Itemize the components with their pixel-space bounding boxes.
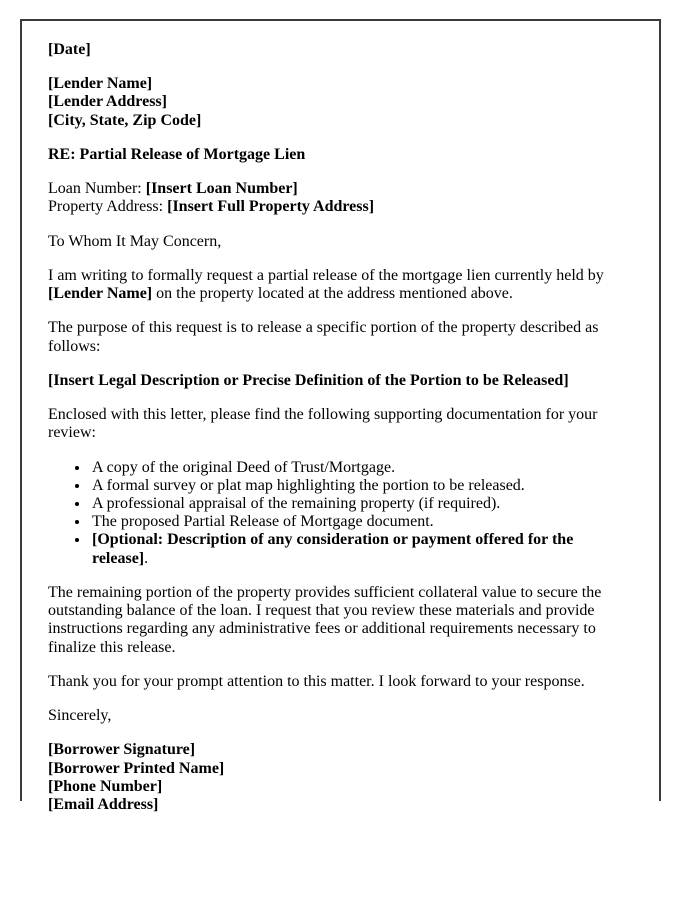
date-placeholder: [Date] — [48, 41, 91, 58]
enclosure-item-appraisal: • A professional appraisal of the remaining property (if required). — [90, 495, 633, 513]
email-address-placeholder: [Email Address] — [48, 796, 159, 814]
loan-number-placeholder: [Insert Loan Number] — [145, 180, 298, 198]
signature-block — [48, 741, 633, 814]
enclosure-item-deed: • A copy of the original Deed of Trust/Mortgage. — [90, 459, 633, 477]
paragraph-request-pre: I am writing to formally request a partial release of the mortgage lien currently held by — [48, 266, 604, 284]
enclosure-item-survey: • A formal survey or plat map highlighting the portion to be released. — [90, 477, 633, 495]
lender-name-line: [Lender Name] — [48, 75, 153, 93]
paragraph-enclosed: Enclosed with this letter, please find the following supporting documentation for your review: — [48, 406, 598, 442]
subject-line: RE: Partial Release of Mortgage Lien — [48, 145, 306, 163]
lender-address-line: [Lender Address] — [48, 93, 167, 111]
enclosure-item-release-doc: • The proposed Partial Release of Mortgage document. — [90, 513, 633, 531]
property-address-placeholder: [Insert Full Property Address] — [167, 198, 375, 216]
legal-description-placeholder: [Insert Legal Description or Precise Definition of the Portion to be Released] — [48, 371, 569, 389]
paragraph-collateral: The remaining portion of the property provides sufficient collateral value to secure the outstanding balance of the loan. I request that you review these materials and provide instructions regarding any administrative fees or additional requirements necessary to finalize this release. — [48, 583, 602, 656]
borrower-printed-name-placeholder: [Borrower Printed Name] — [48, 759, 225, 777]
enclosure-list — [48, 459, 633, 568]
salutation: To Whom It May Concern, — [48, 232, 222, 250]
lender-address-block — [48, 75, 633, 130]
closing: Sincerely, — [48, 707, 112, 725]
paragraph-thanks: Thank you for your prompt attention to this matter. I look forward to your response. — [48, 672, 585, 690]
enclosure-item-optional-consideration: • [Optional: Description of any consideration or payment offered for the release]. — [90, 531, 633, 567]
loan-property-block — [48, 180, 633, 216]
lender-city-state-zip-line: [City, State, Zip Code] — [48, 111, 202, 129]
letter-document — [20, 19, 661, 814]
paragraph-purpose: The purpose of this request is to release a specific portion of the property described as follows: — [48, 319, 599, 355]
property-address-label: Property Address: — [48, 198, 168, 216]
loan-number-label: Loan Number: — [48, 180, 146, 198]
borrower-signature-placeholder: [Borrower Signature] — [48, 741, 196, 759]
paragraph-request — [48, 267, 633, 303]
paragraph-request-post: on the property located at the address mentioned above. — [152, 285, 513, 303]
phone-number-placeholder: [Phone Number] — [48, 777, 163, 795]
paragraph-request-lender-placeholder: [Lender Name] — [48, 285, 153, 303]
